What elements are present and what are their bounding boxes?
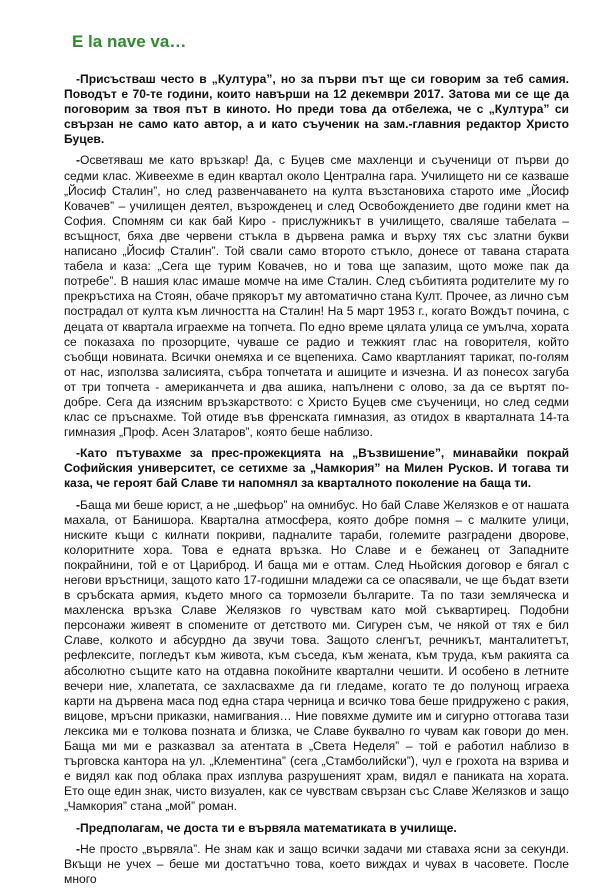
answer-dash: - [76,153,81,168]
article-body [64,72,569,893]
interview-answer: -Баща ми беше юрист, а не „шефьор” на омнибус. Но бай Славе Желязков е от нашата махала, от Банишора. Квартална атмосфера, която добре помня – с малките улици, ниските къщи с килнати покриви, падналите тараби, големите разградени дворове, колоритните хора. Това е едната връзка. Но Славе и е бежанец от Западните покрайнини, той е от Цариброд. И баща ми е оттам. След Ньойския договор е бягал с негови връстници, защото като 17-годишни младежи са се опасявали, че ще бъдат взети в сръбската армия, където много са тормозели българите. Та по тази земляческа и махленска връзка Славе Желязков го чувствам като мой съквартирец. Подобни персонажи живеят в спомените от детството ми. Сигурен съм, че някой от тях е бил Славе, колкото и абсурдно да звучи това. Защото сленгът, речникът, манталитетът, рефлексите, погледът към живота, към съседа, към жената, към труда, към ракията са абсолютно същите като на отдавна покойните квартални чешити. И особено в летните вечери ние, хлапетата, се захласвахме да ги гледаме, когато те до полунощ играеха карти на дървена маса под една стара черница и всичко това беше придружено с ракия, вицове, мръсни приказки, намигвания… Ние повяхме думите им и сигурно оттогава тази лексика ми е толкова позната и близка, че Славе буквално го чувам как говори до мен. Баща ми ми е разказвал за атентата в „Света Неделя” – той е работил наблизо в търговска кантора на ул. „Клементина” (сега „Стамболийски”), чул е грохота на взрива и е видял как под облака прах изплува разрушеният храм, видял е паниката на хората. Ето още един знак, чисто визуален, как се чувствам свързан със Славе Желязков и защо „Чамкория” стана „мой” роман. [64,497,569,814]
answer-dash: - [76,497,81,512]
interview-question: -Присъстваш често в „Култура”, но за първи път ще си говорим за теб самия. Поводът е 70-те години, които навърши на 12 декември 2017. Затова ми се ще да поговорим за твоя път в киното. Но преди това да отбележа, че с „Култура” си свързан не само като автор, а и като съученик на зам.-главния редактор Христо Буцев. [64,72,569,147]
interview-answer: -Осветяваш ме като връзкар! Да, с Буцев сме махленци и съученици от първи до седми клас. Живеехме в един квартал около Централна гара. Училището ни се казваше „Йосиф Сталин”, но след развенчаването на култа възстановиха старото име „Йосиф Ковачев” – училищен деятел, възрожденец и след Освобождението две години кмет на София. Спомням си как бай Киро - прислужникът в училището, сваляше табелата – всъщност, бяха две червени стъкла в дървена рамка и върху тях със златни букви написано „Йосиф Сталин”. Той свали само второто стъкло, донесе от тавана старата табела и каза: „Сега ще турим Ковачев, но и това ще запазим, щото може пак да потребе”. В нашия клас имаше момче на име Сталин. След събитията родителите му го прекръстиха на Стоян, обаче прякорът му автоматично стана Култ. Прочее, аз лично съм пострадал от култа към личността на Сталин! На 5 март 1953 г., когато Вождът почина, с децата от квартала играехме на топчета. По едно време цялата улица се умълча, хората се показаха по прозорците, чуваше се радио и тежкият глас на говорителя, който съобщи новината. Всички онемяха и се вцепениха. Само квартланият тарикат, по-голям от нас, използва залисията, събра топчетата и ашиците и изчезна. И аз понесох загуба от три топчета - американчета и два ашика, напълнени с олово, за да се въртят по-добре. Сега да изясним връзкарството: с Христо Буцев сме съученици, но след седми клас се пръснахме. Той отиде във френската гимназия, аз отидох в кварталната 14-та гимназия „Проф. Асен Златаров”, която беше наблизо. [64,153,569,440]
document-title: E la nave va… [72,32,187,51]
interview-answer: -Не просто „вървяла”. Не знам как и защо всички задачи ми ставаха ясни за секунди. Вкъщи не учех – беше ми достатъчно това, което виждах и чувах в часовете. После много [64,841,569,886]
answer-dash: - [76,841,81,856]
interview-question: -Като пътувахме за прес-прожекцията на „Възвишение”, минавайки покрай Софийския университет, се сетихме за „Чамкория” на Милен Русков. И тогава ти каза, че героят бай Славе ти напомнял за кварталното поколение на баща ти. [64,446,569,491]
interview-question: -Предполагам, че доста ти е вървяла математиката в училище. [76,820,457,835]
